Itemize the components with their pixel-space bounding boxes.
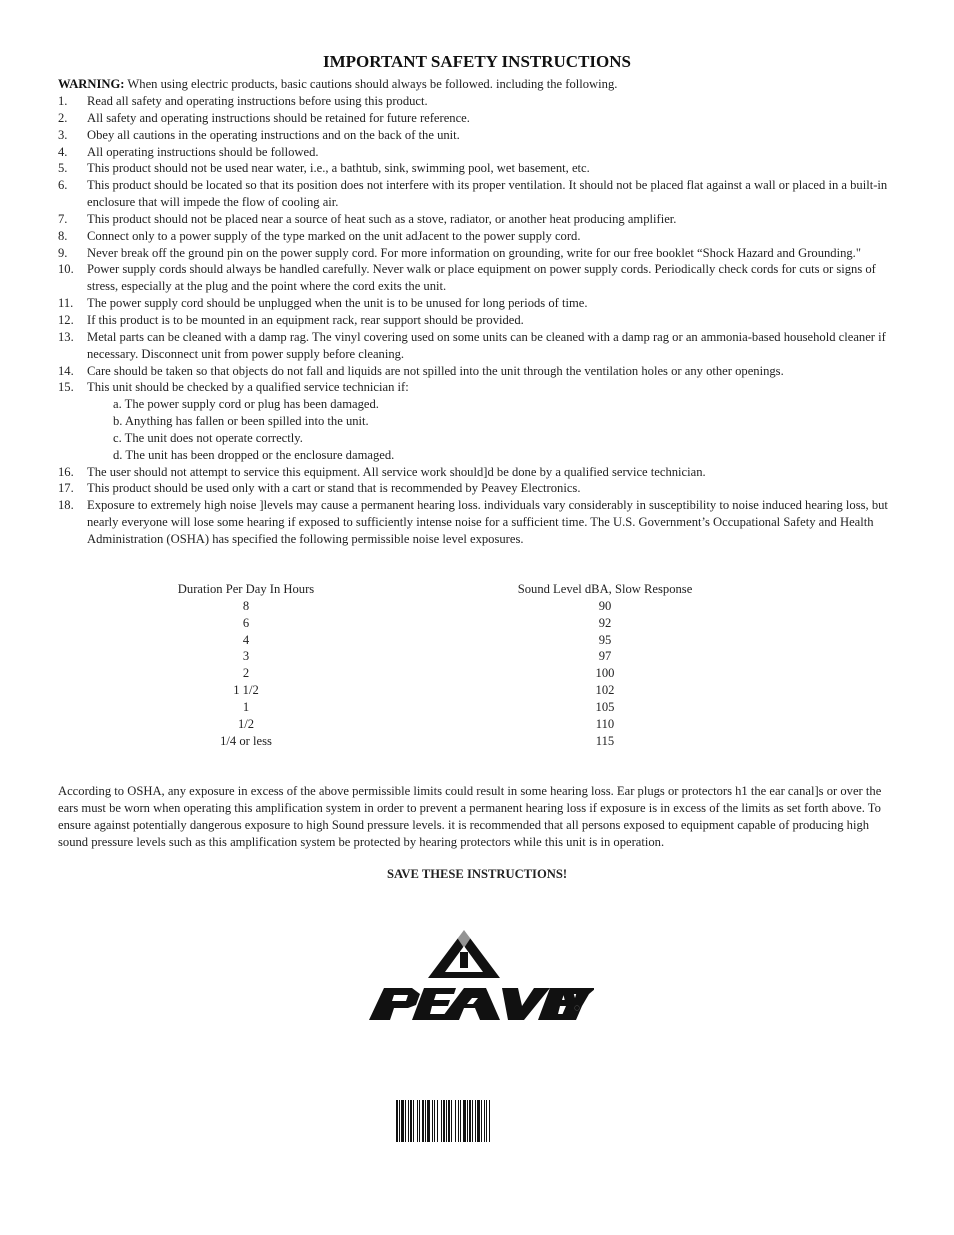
- inspection-subitem: c. The unit does not operate correctly.: [113, 430, 303, 445]
- duration-header: Duration Per Day In Hours: [177, 582, 315, 596]
- barcode-bar: [451, 1100, 452, 1142]
- barcode-bar: [458, 1100, 459, 1142]
- warning-paragraph: [58, 76, 900, 93]
- item-number: 11.: [58, 296, 74, 311]
- barcode-bar: [446, 1100, 447, 1142]
- barcode-bar: [460, 1100, 461, 1142]
- duration-cell: 1 1/2: [233, 683, 259, 698]
- instruction-item: [58, 144, 900, 161]
- inspection-subitem: d. The unit has been dropped or the enclosure damaged.: [113, 447, 395, 462]
- item-number: 10.: [58, 262, 74, 277]
- sound-level-cell: 105: [595, 699, 615, 714]
- item-text: This product should be located so that its position does not interfere with its proper ventilation. It should not be placed flat against a wall or placed in a built-in enclosure that will impede the flow of cooling air.: [87, 178, 888, 210]
- item-text: This product should not be used near water, i.e., a bathtub, sink, swimming pool, wet basement, etc.: [87, 161, 590, 176]
- barcode-bar: [399, 1100, 400, 1142]
- instruction-item: [58, 110, 900, 127]
- item-text: The user should not attempt to service this equipment. All service work should]d be done by a qualified service technician.: [87, 464, 706, 479]
- item-text: Never break off the ground pin on the power supply cord. For more information on grounding, write for our free booklet “Shock Hazard and Grounding.": [87, 245, 861, 260]
- duration-column: [156, 581, 336, 749]
- item-text: Care should be taken so that objects do not fall and liquids are not spilled into the unit through the ventilation holes or any other openings.: [87, 363, 784, 378]
- barcode-bar: [434, 1100, 435, 1142]
- barcode-bar: [432, 1100, 433, 1142]
- barcode: [396, 1100, 560, 1146]
- barcode-bar: [443, 1100, 445, 1142]
- barcode-bar: [417, 1100, 418, 1142]
- sound-level-cell: 95: [598, 632, 612, 647]
- barcode-bar: [422, 1100, 424, 1142]
- item-number: 8.: [58, 228, 68, 243]
- item-number: 3.: [58, 127, 68, 142]
- barcode-bar: [463, 1100, 466, 1142]
- instruction-item: [58, 211, 900, 228]
- instruction-item: [58, 480, 900, 497]
- barcode-bar: [401, 1100, 404, 1142]
- item-number: 15.: [58, 380, 74, 395]
- barcode-bar: [413, 1100, 414, 1142]
- barcode-bar: [405, 1100, 406, 1142]
- barcode-bar: [427, 1100, 430, 1142]
- item-text: Obey all cautions in the operating instructions and on the back of the unit.: [87, 127, 460, 142]
- sound-level-cell: 100: [595, 666, 615, 681]
- instruction-item: [58, 329, 900, 363]
- sound-level-cell: 97: [598, 649, 612, 664]
- barcode-bar: [486, 1100, 487, 1142]
- inspection-subitem: b. Anything has fallen or been spilled into the unit.: [113, 414, 369, 429]
- sound-level-header: Sound Level dBA, Slow Response: [517, 582, 693, 596]
- instruction-list: [58, 93, 900, 548]
- barcode-bar: [455, 1100, 456, 1142]
- save-instructions-heading: SAVE THESE INSTRUCTIONS!: [386, 867, 568, 881]
- osha-paragraph: According to OSHA, any exposure in excess of the above permissible limits could result in some hearing loss. Ear plugs or protectors h1 the ear canal]s or over the ears must be worn when operating this amplification system in order to prevent a permanent hearing loss if exposure is in excess of the limits as set forth above. To ensure against potentially dangerous exposure to high Sound pressure levels. it is recommended that all persons exposed to equipment capable of producing high sound pressure levels such as this amplification system be protected by hearing protectors while this unit is in operation.: [58, 784, 882, 849]
- barcode-bar: [472, 1100, 473, 1142]
- barcode-bar: [484, 1100, 485, 1142]
- item-number: 14.: [58, 363, 74, 378]
- duration-cell: 6: [242, 615, 250, 630]
- inspection-sublist: [87, 396, 900, 463]
- sound-level-cell: 110: [595, 716, 615, 731]
- item-number: 13.: [58, 329, 74, 344]
- inspection-subitem: a. The power supply cord or plug has been damaged.: [113, 397, 379, 412]
- duration-cell: 1/4 or less: [220, 733, 272, 748]
- instruction-item: [58, 295, 900, 312]
- item-number: 4.: [58, 144, 68, 159]
- item-text: This unit should be checked by a qualified service technician if:: [87, 380, 409, 395]
- duration-cell: 3: [242, 649, 250, 664]
- warning-text: When using electric products, basic cautions should always be followed. including the following.: [124, 77, 618, 91]
- item-number: 18.: [58, 498, 74, 513]
- instruction-item: [58, 177, 900, 211]
- item-number: 16.: [58, 464, 74, 479]
- item-number: 7.: [58, 211, 68, 226]
- barcode-bar: [419, 1100, 420, 1142]
- barcode-bar: [437, 1100, 438, 1142]
- duration-cell: 8: [242, 598, 250, 613]
- item-number: 1.: [58, 94, 68, 108]
- item-text: The power supply cord should be unplugged when the unit is to be unused for long periods of time.: [87, 296, 588, 311]
- barcode-bar: [481, 1100, 482, 1142]
- item-number: 5.: [58, 161, 68, 176]
- barcode-bar: [469, 1100, 471, 1142]
- barcode-bar: [477, 1100, 480, 1142]
- barcode-bar: [489, 1100, 490, 1142]
- instruction-item: [58, 245, 900, 262]
- barcode-bar: [441, 1100, 442, 1142]
- item-number: 6.: [58, 178, 68, 193]
- instruction-item: [58, 379, 900, 463]
- page-title: IMPORTANT SAFETY INSTRUCTIONS: [323, 52, 631, 71]
- item-text: If this product is to be mounted in an equipment rack, rear support should be provided.: [87, 312, 524, 327]
- barcode-bar: [467, 1100, 468, 1142]
- barcode-bar: [425, 1100, 426, 1142]
- duration-cell: 1: [242, 699, 250, 714]
- barcode-bar: [408, 1100, 409, 1142]
- item-number: 12.: [58, 312, 74, 327]
- item-text: All safety and operating instructions should be retained for future reference.: [87, 110, 470, 125]
- instruction-item: [58, 464, 900, 481]
- instruction-item: [58, 312, 900, 329]
- instruction-item: [58, 160, 900, 177]
- instruction-item: [58, 127, 900, 144]
- instruction-item: [58, 228, 900, 245]
- barcode-bar: [475, 1100, 476, 1142]
- warning-label: WARNING:: [58, 77, 125, 91]
- duration-cell: 4: [242, 632, 250, 647]
- duration-cell: 1/2: [237, 716, 255, 731]
- item-text: Connect only to a power supply of the type marked on the unit adJacent to the power supply cord.: [87, 228, 581, 243]
- instruction-item: [58, 497, 900, 548]
- sound-level-cell: 115: [595, 733, 615, 748]
- item-text: This product should be used only with a cart or stand that is recommended by Peavey Electronics.: [87, 481, 581, 496]
- item-text: Metal parts can be cleaned with a damp rag. The vinyl covering used on some units can be cleaned with a damp rag or an ammonia-based household cleaner if necessary. Disconnect unit from power supply before cleaning.: [87, 329, 886, 361]
- item-number: 17.: [58, 481, 74, 496]
- item-number: 2.: [58, 110, 68, 125]
- barcode-bar: [396, 1100, 398, 1142]
- instruction-item: [58, 261, 900, 295]
- barcode-bar: [410, 1100, 412, 1142]
- instruction-item: [58, 93, 900, 110]
- peavey-wordmark: [369, 988, 594, 1020]
- barcode-bar: [448, 1100, 450, 1142]
- sound-level-cell: 90: [598, 598, 612, 613]
- item-text: Power supply cords should always be handled carefully. Never walk or place equipment on power supply cords. Periodically check cords for cuts or signs of stress, especially at the plug and the point where the cord exits the unit.: [87, 262, 876, 294]
- duration-cell: 2: [242, 666, 250, 681]
- peavey-logo: [364, 928, 594, 1028]
- peavey-triangle-icon: [428, 930, 500, 978]
- item-text: All operating instructions should be followed.: [87, 144, 319, 159]
- sound-level-cell: 102: [595, 683, 615, 698]
- sound-level-column: [495, 581, 715, 749]
- item-text: Exposure to extremely high noise ]levels may cause a permanent hearing loss. individuals vary considerably in susceptibility to noise induced hearing loss, but nearly everyone will lose some hearing if exposed to sufficiently intense noise for a sufficient time. The U.S. Government’s Occupational Safety and Health Administration (OSHA) has specified the following permissible noise level exposures.: [87, 498, 888, 546]
- sound-level-cell: 92: [598, 615, 612, 630]
- instruction-item: [58, 363, 900, 380]
- item-text: This product should not be placed near a source of heat such as a stove, radiator, or another heat producing amplifier.: [87, 211, 677, 226]
- item-text: Read all safety and operating instructions before using this product.: [87, 94, 428, 108]
- item-number: 9.: [58, 245, 68, 260]
